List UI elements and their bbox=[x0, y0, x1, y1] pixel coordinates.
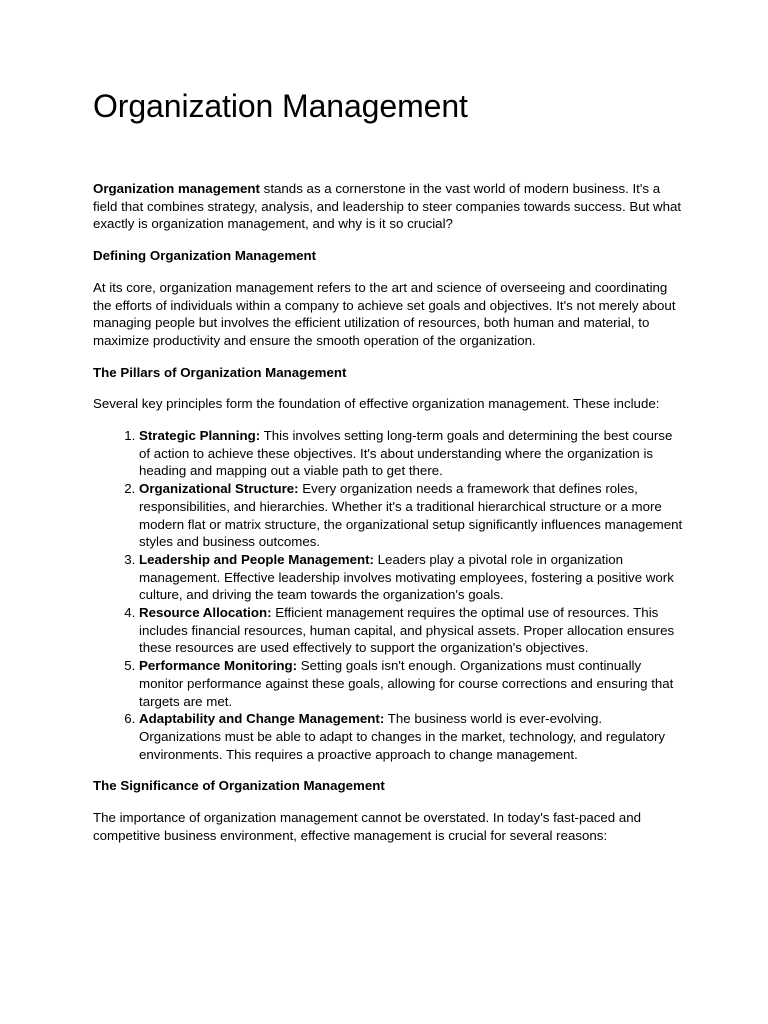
intro-paragraph bbox=[93, 180, 683, 233]
document-title: Organization Management bbox=[93, 88, 468, 124]
list-item-term: Resource Allocation: bbox=[139, 605, 272, 621]
list-item-term: Strategic Planning: bbox=[139, 428, 261, 444]
list-item-text: This involves setting long-term goals and determining the best course of action to achieve these objectives. It's about understanding where the organization is heading and mapping out a viable path to get there. bbox=[139, 428, 673, 479]
intro-bold-term: Organization management bbox=[93, 181, 260, 196]
list-item-text: Setting goals isn't enough. Organizations must continually monitor performance against these goals, allowing for course corrections and ensuring that targets are met. bbox=[139, 658, 674, 709]
list-item-term: Leadership and People Management: bbox=[139, 551, 374, 567]
list-item-term: Organizational Structure: bbox=[139, 481, 299, 497]
list-item bbox=[139, 657, 683, 710]
pillars-paragraph: Several key principles form the foundation of effective organization management. These include: bbox=[93, 396, 660, 412]
heading-defining: Defining Organization Management bbox=[93, 248, 317, 264]
list-item bbox=[139, 427, 683, 480]
list-item bbox=[139, 480, 683, 551]
list-item bbox=[139, 604, 683, 657]
list-item-text: Every organization needs a framework that defines roles, responsibilities, and hierarchies. Whether it's a traditional hierarchical structure or a more modern flat or matrix structure, the organizational setup significantly influences management styles and business outcomes. bbox=[139, 481, 683, 550]
intro-text: stands as a cornerstone in the vast world of modern business. It's a field that combines strategy, analysis, and leadership to steer companies towards success. But what exactly is organization management, and why is it so crucial? bbox=[93, 181, 682, 232]
list-item-text: Leaders play a pivotal role in organization management. Effective leadership involves motivating employees, fostering a positive work culture, and driving the team towards the organization's goals. bbox=[139, 551, 674, 603]
defining-paragraph: At its core, organization management refers to the art and science of overseeing and coordinating the efforts of individuals within a company to achieve set goals and objectives. It's not merely about managing people but involves the efficient utilization of resources, both human and material, to maximize productivity and ensure the smooth operation of the organization. bbox=[93, 279, 676, 348]
list-item-term: Performance Monitoring: bbox=[139, 658, 298, 674]
document-page bbox=[93, 84, 683, 845]
heading-significance: The Significance of Organization Management bbox=[93, 778, 385, 794]
list-item-text: The business world is ever-evolving. Organizations must be able to adapt to changes in the market, technology, and regulatory environments. This requires a proactive approach to change management. bbox=[139, 711, 666, 762]
heading-pillars: The Pillars of Organization Management bbox=[93, 364, 347, 380]
list-item-term: Adaptability and Change Management: bbox=[139, 711, 385, 727]
list-item bbox=[139, 710, 683, 763]
significance-paragraph: The importance of organization management cannot be overstated. In today's fast-paced and competitive business environment, effective management is crucial for several reasons: bbox=[93, 810, 642, 843]
list-item-text: Efficient management requires the optimal use of resources. This includes financial resources, human capital, and physical assets. Proper allocation ensures these resources are used effectively to support the organization's objectives. bbox=[139, 605, 675, 656]
list-item bbox=[139, 551, 683, 604]
pillars-list bbox=[93, 427, 683, 763]
